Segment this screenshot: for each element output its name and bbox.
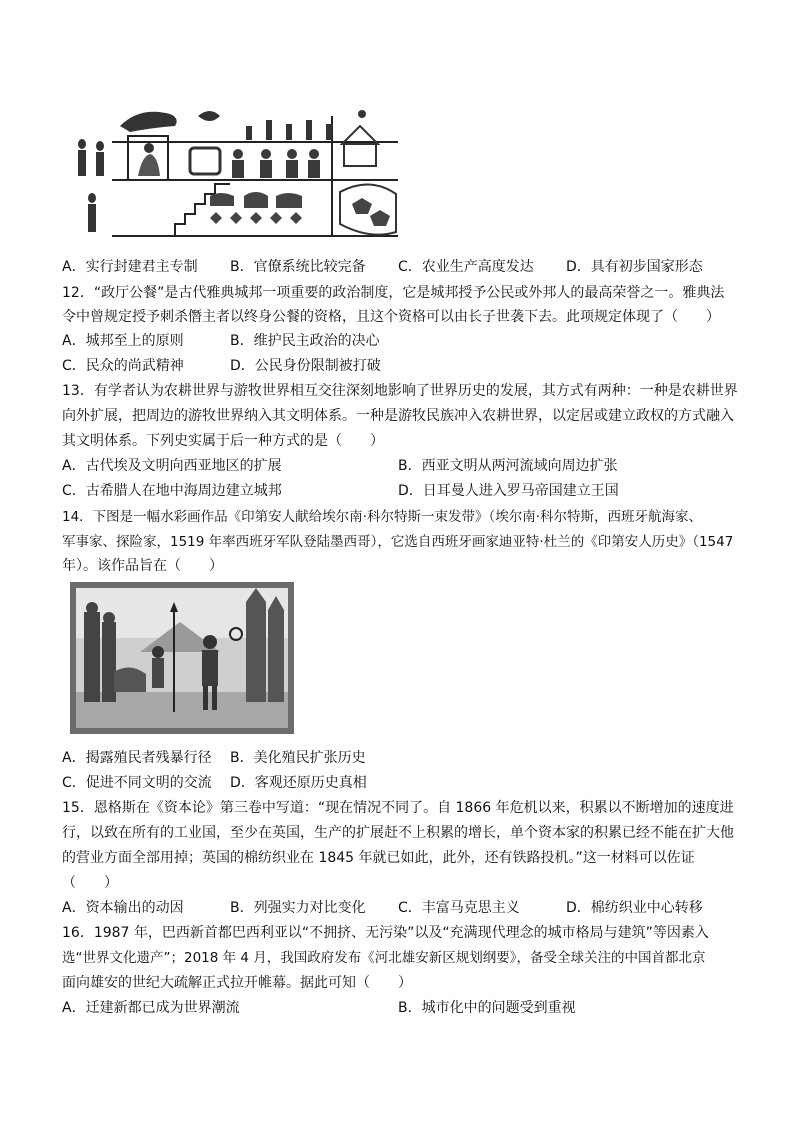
q11-option-d[interactable]: D．具有初步国家形态: [566, 259, 703, 275]
q15-option-c[interactable]: C．丰富马克思主义: [398, 900, 520, 916]
q15-stem-line-3: 的营业方面全部用掉；英国的棉纺织业在 1845 年就已如此，此外，还有铁路投机。”这一材料可以佐证: [62, 850, 695, 866]
q16-stem-line-1: 16．1987 年，巴西新首都巴西利亚以“不拥挤、无污染”以及“充满现代理念的城市格局与建筑”等因素入: [62, 925, 709, 941]
q16-stem-line-3: 面向雄安的世纪大疏解正式拉开帷幕。据此可知（ ）: [62, 975, 412, 991]
q11-option-b[interactable]: B．官僚系统比较完备: [230, 259, 366, 275]
ancient-relief-image: [70, 96, 398, 240]
q14-option-d[interactable]: D．客观还原历史真相: [230, 775, 367, 791]
q12-option-d[interactable]: D．公民身份限制被打破: [230, 358, 381, 374]
q12-stem-line-2: 令中曾规定授予刺杀僭主者以终身公餐的资格，且这个资格可以由长子世袭下去。此项规定体现了（ ）: [62, 309, 720, 325]
q11-option-a[interactable]: A．实行封建君主专制: [62, 259, 198, 275]
q15-option-b[interactable]: B．列强实力对比变化: [230, 900, 366, 916]
q14-stem-line-1: 14．下图是一幅水彩画作品《印第安人献给埃尔南·科尔特斯一束发带》（埃尔南·科尔特斯，西班牙航海家、: [62, 509, 703, 525]
q15-stem-line-2: 行，以致在所有的工业国，至少在英国，生产的扩展赶不上积累的增长，单个资本家的积累已经不能在扩大他: [62, 825, 734, 841]
q15-stem-line-4: （ ）: [62, 875, 118, 891]
q13-stem-line-1: 13．有学者认为农耕世界与游牧世界相互交往深刻地影响了世界历史的发展，其方式有两种：一种是农耕世界: [62, 383, 738, 399]
q15-option-a[interactable]: A．资本输出的动因: [62, 900, 184, 916]
q14-stem-line-3: 年）。该作品旨在（ ）: [62, 558, 223, 574]
q13-option-c[interactable]: C．古希腊人在地中海周边建立城邦: [62, 483, 282, 499]
q12-option-a[interactable]: A．城邦至上的原则: [62, 333, 184, 349]
q13-option-b[interactable]: B．西亚文明从两河流域向周边扩张: [398, 458, 618, 474]
q13-stem-line-3: 其文明体系。下列史实属于后一种方式的是（ ）: [62, 433, 384, 449]
q13-option-d[interactable]: D．日耳曼人进入罗马帝国建立王国: [398, 483, 619, 499]
q11-option-c[interactable]: C．农业生产高度发达: [398, 259, 534, 275]
q14-option-a[interactable]: A．揭露殖民者残暴行径: [62, 750, 212, 766]
q13-stem-line-2: 向外扩展，把周边的游牧世界纳入其文明体系。一种是游牧民族冲入农耕世界，以定居或建立政权的方式融入: [62, 408, 734, 424]
q13-option-a[interactable]: A．古代埃及文明向西亚地区的扩展: [62, 458, 282, 474]
q14-option-c[interactable]: C．促进不同文明的交流: [62, 775, 212, 791]
watercolor-painting-image: [70, 582, 294, 734]
q14-stem-line-2: 军事家、探险家，1519 年率西班牙军队登陆墨西哥），它选自西班牙画家迪亚特·杜兰的《印第安人历史》（1547: [62, 534, 734, 550]
q12-stem-line-1: 12．“政厅公餐”是古代雅典城邦一项重要的政治制度，它是城邦授予公民或外邦人的最高荣誉之一。雅典法: [62, 285, 725, 301]
q16-option-b[interactable]: B．城市化中的问题受到重视: [398, 1000, 576, 1016]
q12-option-b[interactable]: B．维护民主政治的决心: [230, 333, 380, 349]
q16-option-a[interactable]: A．迁建新都已成为世界潮流: [62, 1000, 240, 1016]
q14-option-b[interactable]: B．美化殖民扩张历史: [230, 750, 366, 766]
q16-stem-line-2: 选“世界文化遗产”；2018 年 4 月，我国政府发布《河北雄安新区规划纲要》，备受全球关注的中国首都北京: [62, 950, 706, 966]
q15-stem-line-1: 15．恩格斯在《资本论》第三卷中写道：“现在情况不同了。自 1866 年危机以来，积累以不断增加的速度进: [62, 800, 734, 816]
q12-option-c[interactable]: C．民众的尚武精神: [62, 358, 184, 374]
q15-option-d[interactable]: D．棉纺织业中心转移: [566, 900, 703, 916]
